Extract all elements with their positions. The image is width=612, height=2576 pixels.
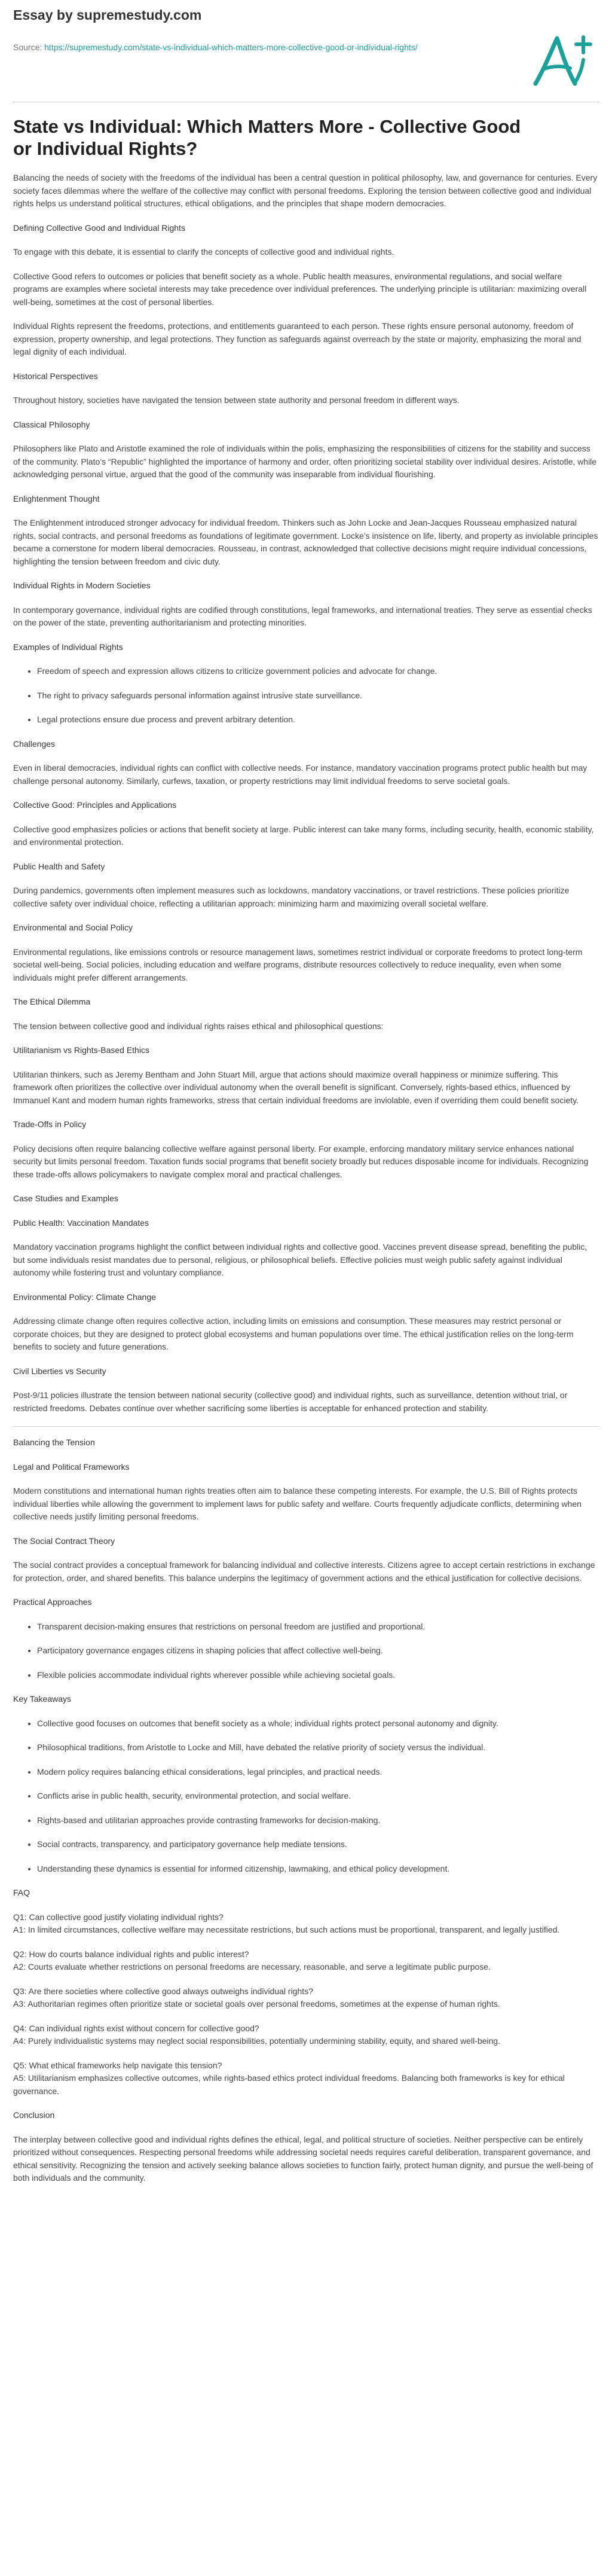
faq-question: Q4: Can individual rights exist without concern for collective good? <box>13 2023 259 2033</box>
subheading-examples: Examples of Individual Rights <box>13 642 123 652</box>
paragraph: Collective Good refers to outcomes or policies that benefit society as a whole. Public health measures, environmental regulations, and social welfare programs are examples where societal interests may take precedence over individual preferences. The underlying principle is utilitarian: maximizing overall well-being, sometimes at the cost of personal liberties. <box>13 271 587 307</box>
list-item: • Modern policy requires balancing ethical considerations, legal principles, and practical needs. <box>37 1766 599 1779</box>
paragraph: The social contract provides a conceptual framework for balancing individual and collective interests. Citizens agree to accept certain restrictions in exchange for protection, order, and shared benefits. This balance underpins the legitimacy of government actions and the ethical justification for collective decisions. <box>13 1560 595 1583</box>
paragraph: Mandatory vaccination programs highlight the conflict between individual rights and collective good. Vaccines prevent disease spread, benefiting the public, but some individuals resist mandates due to personal, religious, or philosophical beliefs. Effective policies must weigh public safety against individual autonomy while fostering trust and voluntary compliance. <box>13 1242 587 1277</box>
section-heading-cases: Case Studies and Examples <box>13 1194 118 1203</box>
section-heading-takeaways: Key Takeaways <box>13 1694 72 1704</box>
subheading-utilitarianism: Utilitarianism vs Rights-Based Ethics <box>13 1045 149 1055</box>
source-line <box>13 41 432 54</box>
subheading-legal: Legal and Political Frameworks <box>13 1461 130 1472</box>
faq-answer: A1: In limited circumstances, collective welfare may necessitate restrictions, but such actions must be proportional, transparent, and legally justified. <box>13 1925 560 1934</box>
section-heading-dilemma: The Ethical Dilemma <box>13 997 91 1006</box>
list-item: • The right to privacy safeguards personal information against intrusive state surveillance. <box>37 689 599 703</box>
faq-item <box>13 2059 599 2098</box>
list-item: • Legal protections ensure due process and prevent arbitrary detention. <box>37 713 599 727</box>
list-item: • Freedom of speech and expression allows citizens to criticize government policies and advocate for change. <box>37 665 599 678</box>
subheading-social-contract: The Social Contract Theory <box>13 1536 115 1546</box>
subheading-environmental: Environmental and Social Policy <box>13 923 133 932</box>
faq-question: Q1: Can collective good justify violating individual rights? <box>13 1912 224 1922</box>
section-heading-conclusion: Conclusion <box>13 2110 55 2120</box>
subheading-climate: Environmental Policy: Climate Change <box>13 1292 156 1302</box>
faq-answer: A4: Purely individualistic systems may neglect social responsibilities, potentially undermining stability, equity, and shared well-being. <box>13 2036 500 2046</box>
section-heading-balancing: Balancing the Tension <box>13 1437 95 1447</box>
faq-answer: A5: Utilitarianism emphasizes collective outcomes, while rights-based ethics protect individual freedoms. Balancing both frameworks is key for ethical governance. <box>13 2073 565 2096</box>
subheading-practical: Practical Approaches <box>13 1597 92 1607</box>
faq-question: Q5: What ethical frameworks help navigate this tension? <box>13 2060 222 2070</box>
essay-title: State vs Individual: Which Matters More - Collective Good or Individual Rights? <box>13 116 521 159</box>
paragraph: The tension between collective good and individual rights raises ethical and philosophical questions: <box>13 1021 384 1031</box>
logo-a-plus-icon <box>525 31 595 91</box>
conclusion-paragraph: The interplay between collective good and individual rights defines the ethical, legal, and political structure of societies. Neither perspective can be entirely prioritized without consequences. Respecting personal freedoms while addressing societal needs requires careful deliberation, transparent governance, and ethical sensitivity. Recognizing the tension and actively seeking balance allows societies to function fairly, protect human dignity, and pursue the well-being of both individuals and the community. <box>13 2134 593 2183</box>
paragraph: Individual Rights represent the freedoms, protections, and entitlements guaranteed to each person. These rights ensure personal autonomy, freedom of expression, property ownership, and legal protections. They function as safeguards against overreach by the state or majority, emphasizing the moral and legal dignity of each individual. <box>13 321 582 356</box>
subheading-civil-liberties: Civil Liberties vs Security <box>13 1366 106 1376</box>
essay-content <box>0 102 612 2185</box>
faq-item <box>13 1911 599 1937</box>
subheading-public-health: Public Health and Safety <box>13 861 105 871</box>
takeaways-list <box>13 1717 599 1876</box>
list-item: • Understanding these dynamics is essential for informed citizenship, lawmaking, and ethical policy development. <box>37 1863 599 1876</box>
site-title: Essay by supremestudy.com <box>13 7 202 23</box>
faq-item <box>13 1948 599 1974</box>
paragraph: During pandemics, governments often implement measures such as lockdowns, mandatory vaccinations, or travel restrictions. These policies prioritize collective safety over individual choice, reflecting a utilitarian approach: minimizing harm and maximizing overall societal welfare. <box>13 886 570 908</box>
paragraph: The Enlightenment introduced stronger advocacy for individual freedom. Thinkers such as John Locke and Jean-Jacques Rousseau emphasized natural rights, social contracts, and personal freedoms as foundations of legitimate government. Locke’s insistence on life, liberty, and property as inviolable principles became a cornerstone for modern liberal democracies. Rousseau, in contrast, acknowledged that collective decisions might require individual concessions, highlighting the tension between freedom and civic duty. <box>13 518 598 566</box>
list-item: • Rights-based and utilitarian approaches provide contrasting frameworks for decision-making. <box>37 1814 599 1827</box>
paragraph: Even in liberal democracies, individual rights can conflict with collective needs. For instance, mandatory vaccination programs protect public health but may challenge personal autonomy. Similarly, curfews, taxation, or property restrictions may limit individual freedoms to serve societal goals. <box>13 763 587 786</box>
page-header <box>0 0 612 102</box>
list-item: • Flexible policies accommodate individual rights wherever possible while achieving societal goals. <box>37 1669 599 1682</box>
section-heading-collective: Collective Good: Principles and Applications <box>13 800 177 810</box>
source-label: Source: <box>13 42 42 52</box>
list-item: • Transparent decision-making ensures that restrictions on personal freedom are justified and proportional. <box>37 1620 599 1634</box>
faq-item <box>13 2022 599 2048</box>
paragraph: Throughout history, societies have navigated the tension between state authority and personal freedom in different ways. <box>13 395 460 405</box>
paragraph: To engage with this debate, it is essential to clarify the concepts of collective good and individual rights. <box>13 247 394 257</box>
paragraph: Policy decisions often require balancing collective welfare against personal liberty. For example, enforcing mandatory military service enhances national security but limits personal freedom. Taxation funds social programs that benefit society broadly but reduces disposable income for individuals. Recognizing these trade-offs allows policymakers to navigate complex moral and practical challenges. <box>13 1143 589 1179</box>
paragraph: Addressing climate change often requires collective action, including limits on emissions and consumption. These measures may restrict personal or corporate choices, but they are designed to protect global ecosystems and human populations over time. The ethical justification relies on the long-term benefits to society and future generations. <box>13 1316 574 1351</box>
section-heading-historical: Historical Perspectives <box>13 371 98 381</box>
faq-item <box>13 1985 599 2011</box>
list-item: • Collective good focuses on outcomes that benefit society as a whole; individual rights protect personal autonomy and dignity. <box>37 1717 599 1730</box>
section-divider <box>13 1426 599 1427</box>
faq-answer: A2: Courts evaluate whether restrictions on personal freedoms are necessary, reasonable, and serve a legitimate public purpose. <box>13 1962 491 1971</box>
paragraph: Environmental regulations, like emissions controls or resource management laws, sometimes restrict individual or corporate freedoms to protect long-term societal well-being. Social policies, including education and welfare programs, distribute resources collectively to reduce inequality, even when some individuals might prefer different arrangements. <box>13 947 583 982</box>
list-item: • Social contracts, transparency, and participatory governance help mediate tensions. <box>37 1838 599 1851</box>
list-item: • Participatory governance engages citizens in shaping policies that affect collective well-being. <box>37 1644 599 1658</box>
list-item: • Conflicts arise in public health, security, environmental protection, and social welfare. <box>37 1790 599 1803</box>
paragraph: Collective good emphasizes policies or actions that benefit society at large. Public interest can take many forms, including security, health, economic stability, and environmental protection. <box>13 824 594 847</box>
intro-paragraph: Balancing the needs of society with the freedoms of the individual has been a central question in political philosophy, law, and governance for centuries. Every society faces dilemmas where the welfare of the collective may conflict with personal freedoms. Exploring the tension between collective good and individual rights helps us understand political structures, ethical obligations, and the principles that shape modern democracies. <box>13 173 598 208</box>
list-item: • Philosophical traditions, from Aristotle to Locke and Mill, have debated the relative priority of society versus the individual. <box>37 1741 599 1754</box>
source-link[interactable]: https://supremestudy.com/state-vs-individual-which-matters-more-collective-good-or-individual-rights/ <box>44 42 418 52</box>
paragraph: Philosophers like Plato and Aristotle examined the role of individuals within the polis, emphasizing the responsibilities of citizens for the stability and success of the community. Plato’s “Republic” highlighted the importance of harmony and order, often prioritizing societal stability over individual desires. Aristotle, while acknowledging personal virtue, argued that the good of the community was inseparable from individual flourishing. <box>13 444 597 479</box>
paragraph: Utilitarian thinkers, such as Jeremy Bentham and John Stuart Mill, argue that actions should maximize overall happiness or minimize suffering. This framework often prioritizes the collective over individual autonomy when the overall benefit is significant. Conversely, rights-based ethics, influenced by Immanuel Kant and modern human rights frameworks, stress that certain individual freedoms are inviolable, even if overriding them could benefit society. <box>13 1069 579 1105</box>
faq-answer: A3: Authoritarian regimes often prioritize state or societal goals over personal freedoms, sometimes at the expense of human rights. <box>13 1999 500 2009</box>
faq-question: Q2: How do courts balance individual rights and public interest? <box>13 1949 249 1959</box>
subheading-classical: Classical Philosophy <box>13 419 90 429</box>
practical-list <box>13 1620 599 1682</box>
paragraph: Post-9/11 policies illustrate the tension between national security (collective good) and individual rights, such as surveillance, detention without trial, or restricted freedoms. Debates continue over whether sacrificing some liberties is acceptable for enhanced protection and stability. <box>13 1390 568 1413</box>
examples-list <box>13 665 599 727</box>
section-heading-faq: FAQ <box>13 1888 30 1897</box>
subheading-vaccination: Public Health: Vaccination Mandates <box>13 1217 149 1228</box>
paragraph: Modern constitutions and international human rights treaties often aim to balance these competing interests. For example, the U.S. Bill of Rights protects individual liberties while allowing the government to implement laws for public safety and welfare. Courts frequently adjudicate conflicts, determining when collective needs justify limiting personal freedoms. <box>13 1486 582 1521</box>
paragraph: In contemporary governance, individual rights are codified through constitutions, legal frameworks, and international treaties. They serve as essential checks on the power of the state, preventing authoritarianism and protecting minorities. <box>13 605 592 627</box>
section-heading-challenges: Challenges <box>13 738 56 749</box>
faq-question: Q3: Are there societies where collective good always outweighs individual rights? <box>13 1986 313 1996</box>
subheading-enlightenment: Enlightenment Thought <box>13 493 100 503</box>
section-heading-defining: Defining Collective Good and Individual Rights <box>13 222 185 233</box>
subheading-modern-rights: Individual Rights in Modern Societies <box>13 581 151 590</box>
subheading-tradeoffs: Trade-Offs in Policy <box>13 1119 87 1129</box>
